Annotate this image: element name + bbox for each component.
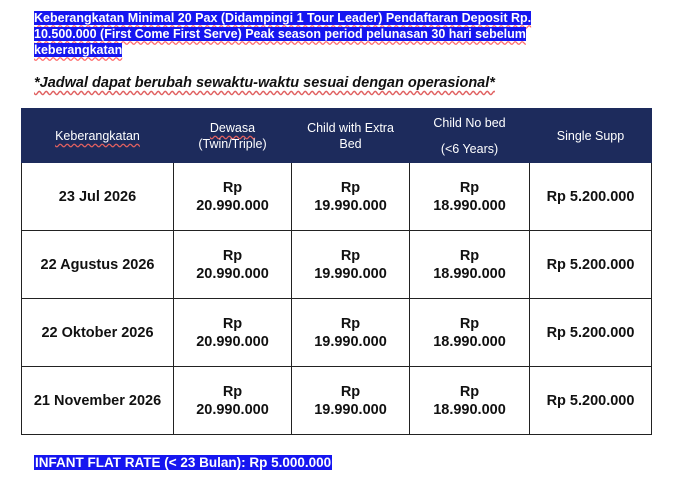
price-table [21,108,652,435]
adult-price [174,231,292,299]
table-row [22,299,652,367]
departure-date: 23 Jul 2026 [22,163,174,231]
single-supp-price: Rp 5.200.000 [530,299,652,367]
amount: 19.990.000 [314,265,387,282]
currency-label: Rp [459,315,480,332]
amount: 18.990.000 [433,333,506,350]
header-child-extra-bed [292,109,410,163]
adult-price [174,299,292,367]
header-child-no-bed-sub: (<6 Years) [440,141,499,156]
header-single-supp-label: Single Supp [556,128,625,143]
child-no-bed-price [410,367,530,435]
child-no-bed-price [410,163,530,231]
single-supp-price: Rp 5.200.000 [530,231,652,299]
header-child-no-bed-label: Child No bed [433,115,506,130]
departure-date: 22 Oktober 2026 [22,299,174,367]
currency-label: Rp [340,179,361,196]
amount: 20.990.000 [196,401,269,418]
currency-label: Rp [222,179,243,196]
deposit-notice [34,10,574,58]
currency-label: Rp [459,179,480,196]
schedule-disclaimer-text: *Jadwal dapat berubah sewaktu-waktu sesuai dengan operasional* [34,75,495,91]
child-extra-bed-price [292,299,410,367]
header-single-supp [530,109,652,163]
header-departure [22,109,174,163]
adult-price [174,163,292,231]
amount: 20.990.000 [196,333,269,350]
header-adult-sub: (Twin/Triple) [198,136,267,151]
currency-label: Rp [459,247,480,264]
currency-label: Rp [222,383,243,400]
amount: 19.990.000 [314,401,387,418]
amount: 18.990.000 [433,401,506,418]
deposit-notice-text: Keberangkatan Minimal 20 Pax (Didampingi 1 Tour Leader) Pendaftaran Deposit Rp. 10.500.000 (First Come First Serve) Peak season period pelunasan 30 hari sebelum keberangkatan [34,11,532,57]
currency-label: Rp [222,315,243,332]
infant-rate [34,455,332,470]
amount: 20.990.000 [196,197,269,214]
single-supp-price: Rp 5.200.000 [530,367,652,435]
child-extra-bed-price [292,367,410,435]
currency-label: Rp [340,315,361,332]
departure-date: 21 November 2026 [22,367,174,435]
header-adult [174,109,292,163]
currency-label: Rp [459,383,480,400]
currency-label: Rp [222,247,243,264]
child-no-bed-price [410,231,530,299]
child-no-bed-price [410,299,530,367]
amount: 19.990.000 [314,333,387,350]
amount: 20.990.000 [196,265,269,282]
currency-label: Rp [340,383,361,400]
header-child-no-bed [410,109,530,163]
infant-rate-text: INFANT FLAT RATE (< 23 Bulan): Rp 5.000.000 [35,455,332,470]
amount: 19.990.000 [314,197,387,214]
header-adult-label: Dewasa [209,120,256,135]
child-extra-bed-price [292,231,410,299]
adult-price [174,367,292,435]
amount: 18.990.000 [433,197,506,214]
schedule-disclaimer [34,75,495,91]
single-supp-price: Rp 5.200.000 [530,163,652,231]
table-row [22,163,652,231]
table-row [22,231,652,299]
departure-date: 22 Agustus 2026 [22,231,174,299]
amount: 18.990.000 [433,265,506,282]
table-header-row [22,109,652,163]
currency-label: Rp [340,247,361,264]
child-extra-bed-price [292,163,410,231]
table-row [22,367,652,435]
header-child-extra-bed-label: Child with Extra Bed [307,120,394,151]
header-departure-label: Keberangkatan [55,128,140,143]
